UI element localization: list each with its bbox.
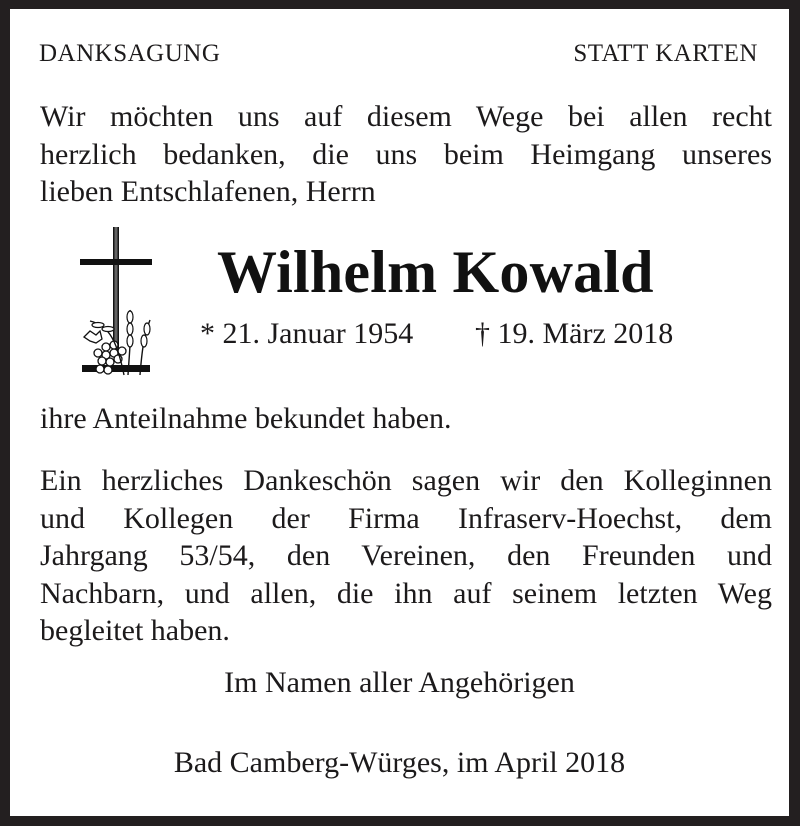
deceased-name: Wilhelm Kowald xyxy=(217,239,654,305)
thanks-line: Ein herzliches Dankeschön sagen wir den Kolleginnen xyxy=(40,464,772,497)
death-date: † 19. März 2018 xyxy=(475,317,674,350)
intro-line: Wir möchten uns auf diesem Wege bei allen recht xyxy=(40,100,772,133)
birth-date: * 21. Januar 1954 xyxy=(200,317,414,350)
signature: Im Namen aller Angehörigen xyxy=(224,666,575,699)
thanks-line: begleitet haben. xyxy=(40,614,230,647)
header-danksagung: DANKSAGUNG xyxy=(39,40,221,67)
intro-line: lieben Entschlafenen, Herrn xyxy=(40,175,376,208)
thanks-line: und Kollegen der Firma Infraserv-Hoechst, dem xyxy=(40,501,772,535)
intro-line: herzlich bedanken, die uns beim Heimgang unseres xyxy=(40,137,772,171)
header-statt-karten: STATT KARTEN xyxy=(573,40,758,67)
obituary-card xyxy=(10,9,789,816)
cross-icon xyxy=(80,225,160,385)
thanks-paragraph xyxy=(40,462,772,650)
thanks-line: Jahrgang 53/54, den Vereinen, den Freunden und xyxy=(40,539,772,572)
intro-paragraph xyxy=(40,98,772,211)
condolence-text: ihre Anteilnahme bekundet haben. xyxy=(40,402,452,435)
place-date: Bad Camberg-Würges, im April 2018 xyxy=(173,746,626,779)
thanks-line: Nachbarn, und allen, die ihn auf seinem letzten Weg xyxy=(40,576,772,610)
